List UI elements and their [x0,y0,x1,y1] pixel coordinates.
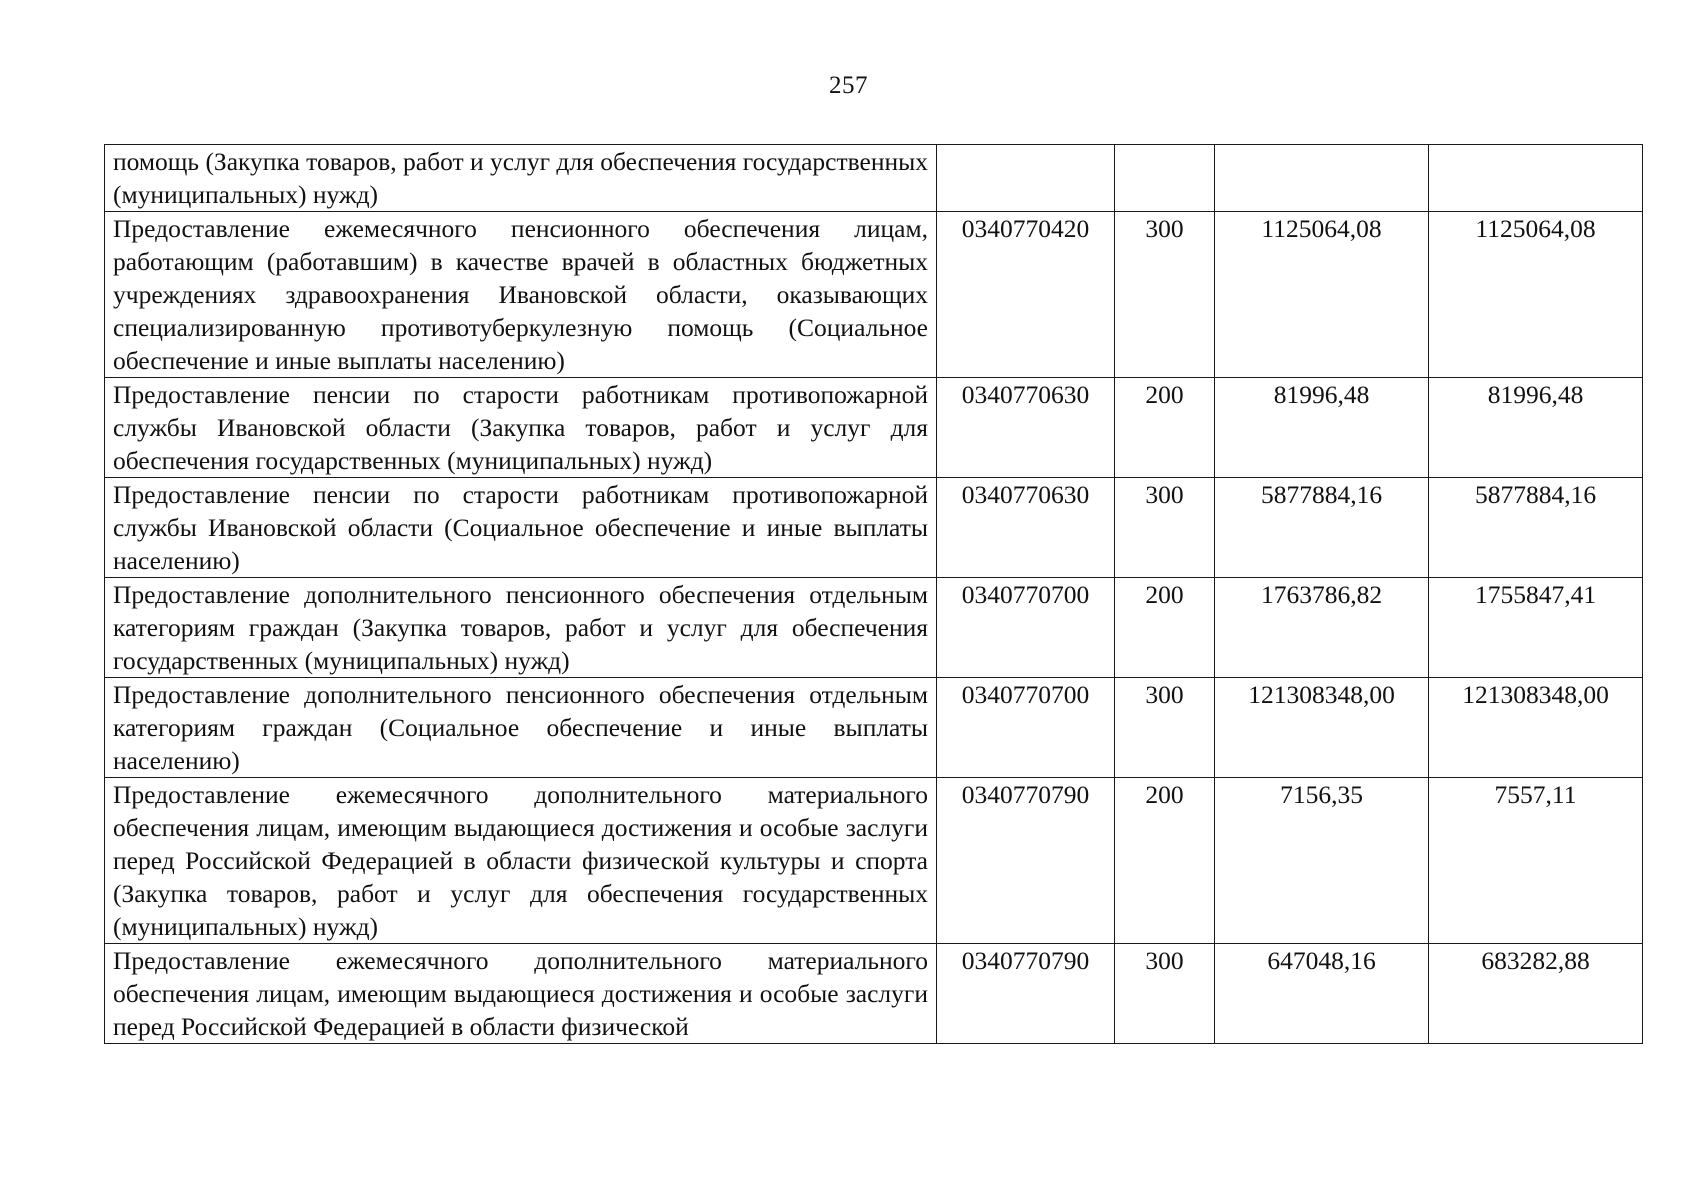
row-amount-year-1: 5877884,16 [1215,478,1429,578]
row-target-code: 0340770630 [937,378,1115,478]
row-description: Предоставление дополнительного пенсионного обеспечения отдельным категориям граждан (Социальное обеспечение и иные выплаты населению) [105,678,937,778]
row-amount-year-2: 7557,11 [1429,778,1643,944]
row-target-code: 0340770700 [937,678,1115,778]
row-expense-type: 200 [1115,378,1215,478]
row-amount-year-1: 1763786,82 [1215,578,1429,678]
table-row [105,478,1643,578]
row-amount-year-1: 81996,48 [1215,378,1429,478]
row-expense-type [1115,145,1215,212]
row-target-code [937,145,1115,212]
table-row [105,145,1643,212]
row-target-code: 0340770630 [937,478,1115,578]
row-target-code: 0340770420 [937,212,1115,378]
row-expense-type: 200 [1115,778,1215,944]
row-target-code: 0340770790 [937,944,1115,1044]
row-description: помощь (Закупка товаров, работ и услуг для обеспечения государственных (муниципальных) нужд) [105,145,937,212]
row-description: Предоставление ежемесячного пенсионного обеспечения лицам, работающим (работавшим) в качестве врачей в областных бюджетных учреждениях здравоохранения Ивановской области, оказывающих специализированную противотуберкулезную помощь (Социальное обеспечение и иные выплаты населению) [105,212,937,378]
table-row [105,678,1643,778]
row-description: Предоставление ежемесячного дополнительного материального обеспечения лицам, имеющим выдающиеся достижения и особые заслуги перед Российской Федерацией в области физической [105,944,937,1044]
row-target-code: 0340770790 [937,778,1115,944]
row-amount-year-1: 7156,35 [1215,778,1429,944]
page-number: 257 [829,72,868,99]
row-amount-year-1: 1125064,08 [1215,212,1429,378]
row-amount-year-2: 1755847,41 [1429,578,1643,678]
row-expense-type: 300 [1115,212,1215,378]
row-amount-year-2 [1429,145,1643,212]
row-amount-year-2: 683282,88 [1429,944,1643,1044]
row-amount-year-2: 1125064,08 [1429,212,1643,378]
row-amount-year-1: 121308348,00 [1215,678,1429,778]
row-amount-year-2: 81996,48 [1429,378,1643,478]
row-target-code: 0340770700 [937,578,1115,678]
table-row [105,378,1643,478]
budget-table [104,144,1643,1044]
row-amount-year-1 [1215,145,1429,212]
row-amount-year-1: 647048,16 [1215,944,1429,1044]
table-row [105,578,1643,678]
table-row [105,778,1643,944]
row-expense-type: 300 [1115,678,1215,778]
table-row [105,944,1643,1044]
row-expense-type: 300 [1115,944,1215,1044]
row-expense-type: 300 [1115,478,1215,578]
table-row [105,212,1643,378]
row-description: Предоставление ежемесячного дополнительного материального обеспечения лицам, имеющим выдающиеся достижения и особые заслуги перед Российской Федерацией в области физической культуры и спорта (Закупка товаров, работ и услуг для обеспечения государственных (муниципальных) нужд) [105,778,937,944]
row-description: Предоставление пенсии по старости работникам противопожарной службы Ивановской области (Социальное обеспечение и иные выплаты населению) [105,478,937,578]
row-description: Предоставление пенсии по старости работникам противопожарной службы Ивановской области (Закупка товаров, работ и услуг для обеспечения государственных (муниципальных) нужд) [105,378,937,478]
row-description: Предоставление дополнительного пенсионного обеспечения отдельным категориям граждан (Закупка товаров, работ и услуг для обеспечения государственных (муниципальных) нужд) [105,578,937,678]
row-amount-year-2: 121308348,00 [1429,678,1643,778]
row-expense-type: 200 [1115,578,1215,678]
row-amount-year-2: 5877884,16 [1429,478,1643,578]
